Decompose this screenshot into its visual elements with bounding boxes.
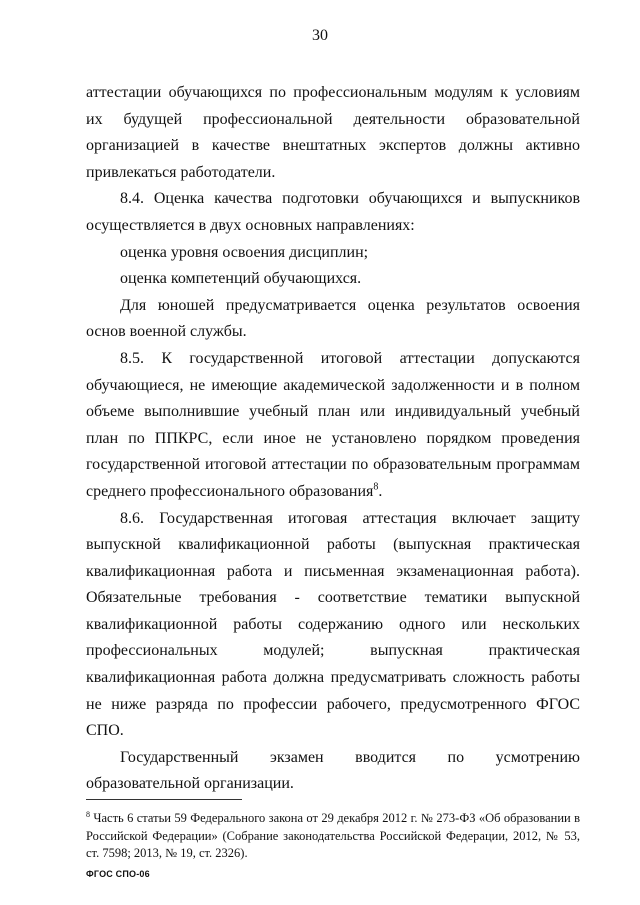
- paragraph-8-6: 8.6. Государственная итоговая аттестация включает защиту выпускной квалификационной работы (выпускная практическая квалификационная работа и письменная экзаменационная работа). Обязательные требования - соответствие тематики выпускной квалификационной работы содержанию одного или нескольких профессиональных модулей; выпускная практическая квалификационная работа должна предусматривать сложность работы не ниже разряда по профессии рабочего, предусмотренного ФГОС СПО.: [86, 509, 580, 740]
- body-text: [86, 80, 580, 798]
- paragraph-military: Для юношей предусматривается оценка результатов освоения основ военной службы.: [86, 296, 580, 341]
- paragraph-continuation: аттестации обучающихся по профессиональным модулям к условиям их будущей профессиональной деятельности образовательной организацией в качестве внештатных экспертов должны активно привлекаться работодатели.: [86, 84, 580, 181]
- paragraph-8-5: [86, 346, 580, 506]
- footnote-separator: [86, 799, 242, 800]
- document-code: ФГОС СПО-06: [86, 869, 150, 879]
- footnotes: [86, 810, 580, 863]
- list-item: оценка уровня освоения дисциплин;: [120, 243, 369, 261]
- paragraph-state-exam: Государственный экзамен вводится по усмотрению образовательной организации.: [86, 748, 580, 793]
- footnote-8: [86, 810, 580, 863]
- list-item: оценка компетенций обучающихся.: [120, 270, 362, 288]
- footnote-text: Часть 6 статьи 59 Федерального закона от 29 декабря 2012 г. № 273-ФЗ «Об образовании в Российской Федерации» (Собрание законодательства Российской Федерации, 2012, № 53, ст. 7598; 2013, № 19, ст. 2326).: [86, 811, 580, 860]
- paragraph-8-5-text: 8.5. К государственной итоговой аттестации допускаются обучающиеся, не имеющие академической задолженности и в полном объеме выполнившие учебный план или индивидуальный учебный план по ППКРС, если иное не установлено порядком проведения государственной итоговой аттестации по образовательным программам среднего профессионального образования: [86, 349, 580, 500]
- footnote-marker: 8: [86, 809, 90, 819]
- paragraph-8-5-end: .: [378, 482, 383, 500]
- footnote-reference: 8: [373, 481, 379, 493]
- page-number: 30: [312, 27, 328, 44]
- paragraph-8-4: 8.4. Оценка качества подготовки обучающихся и выпускников осуществляется в двух основных направлениях:: [86, 190, 580, 234]
